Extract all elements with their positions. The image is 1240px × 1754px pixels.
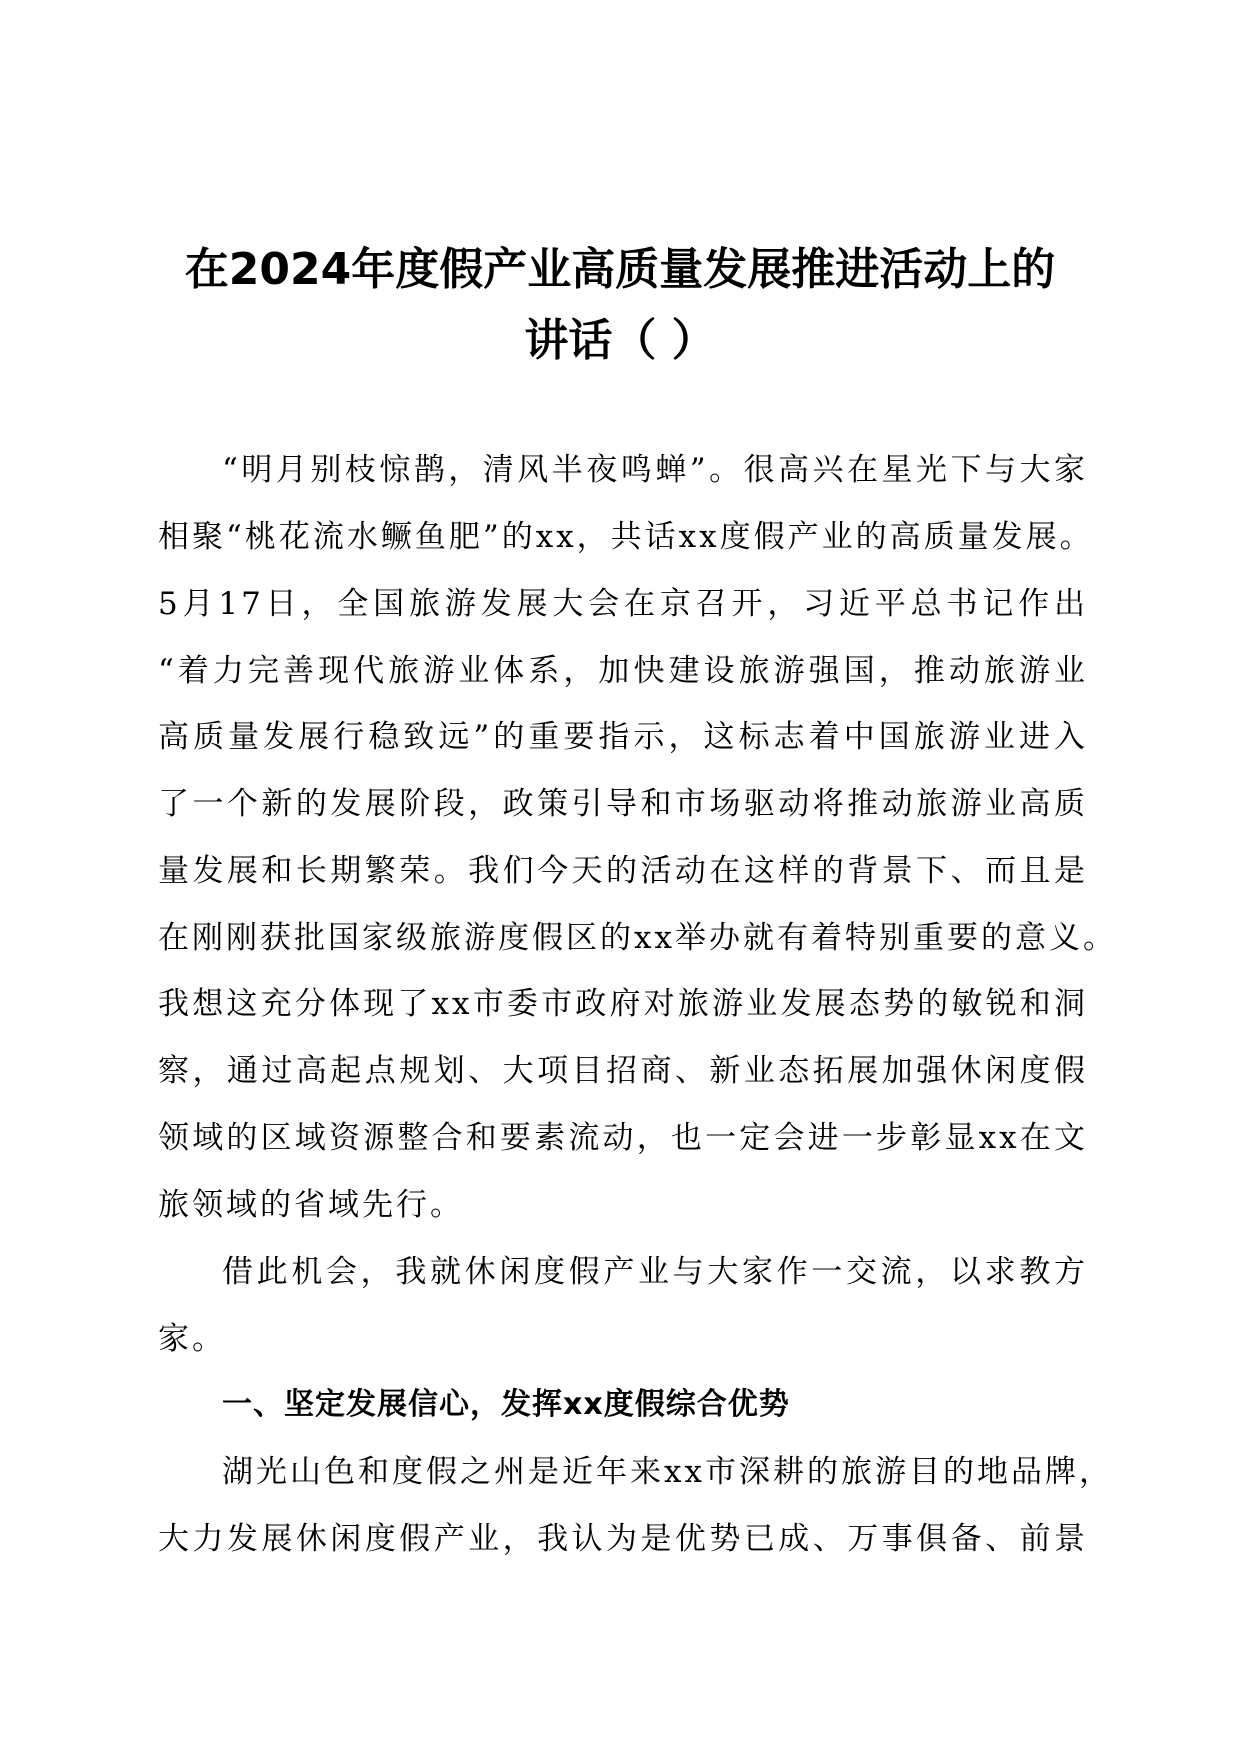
paragraph-1-line-12: 旅领域的省域先行。 bbox=[158, 1187, 464, 1223]
paragraph-1-line-3: 5月17日，全国旅游发展大会在京召开，习近平总书记作出 bbox=[158, 586, 1088, 622]
paragraph-1-line-1: “明月别枝惊鹊，清风半夜鸣蝉”。很高兴在星光下与大家 bbox=[222, 452, 1088, 488]
section-heading-1: 一、坚定发展信心，发挥xx度假综合优势 bbox=[222, 1387, 790, 1422]
paragraph-1-line-2: 相聚“桃花流水鳜鱼肥”的xx，共话xx度假产业的高质量发展。 bbox=[158, 519, 1094, 555]
paragraph-2-line-1: 借此机会，我就休闲度假产业与大家作一交流，以求教方 bbox=[222, 1254, 1088, 1290]
paragraph-1-line-11: 领域的区域资源整合和要素流动，也一定会进一步彰显xx在文 bbox=[158, 1120, 1088, 1156]
paragraph-1-line-4: “着力完善现代旅游业体系，加快建设旅游强国，推动旅游业 bbox=[158, 653, 1088, 689]
paragraph-1-line-8: 在刚刚获批国家级旅游度假区的xx举办就有着特别重要的意义。 bbox=[158, 920, 1117, 956]
paragraph-1-line-5: 高质量发展行稳致远”的重要指示，这标志着中国旅游业进入 bbox=[158, 719, 1088, 755]
paragraph-1-line-10: 察，通过高起点规划、大项目招商、新业态拓展加强休闲度假 bbox=[158, 1053, 1088, 1089]
paragraph-3-line-2: 大力发展休闲度假产业，我认为是优势已成、万事俱备、前景 bbox=[158, 1521, 1088, 1557]
document-title-line-2: 讲话（ ） bbox=[524, 315, 716, 366]
paragraph-2-line-2: 家。 bbox=[158, 1321, 226, 1357]
paragraph-1-line-9: 我想这充分体现了xx市委市政府对旅游业发展态势的敏锐和洞 bbox=[158, 986, 1088, 1022]
paragraph-1-line-6: 了一个新的发展阶段，政策引导和市场驱动将推动旅游业高质 bbox=[158, 786, 1088, 822]
paragraph-1-line-7: 量发展和长期繁荣。我们今天的活动在这样的背景下、而且是 bbox=[158, 853, 1088, 889]
document-title-line-1: 在2024年度假产业高质量发展推进活动上的 bbox=[184, 244, 1056, 295]
paragraph-3-line-1: 湖光山色和度假之州是近年来xx市深耕的旅游目的地品牌， bbox=[222, 1454, 1113, 1490]
